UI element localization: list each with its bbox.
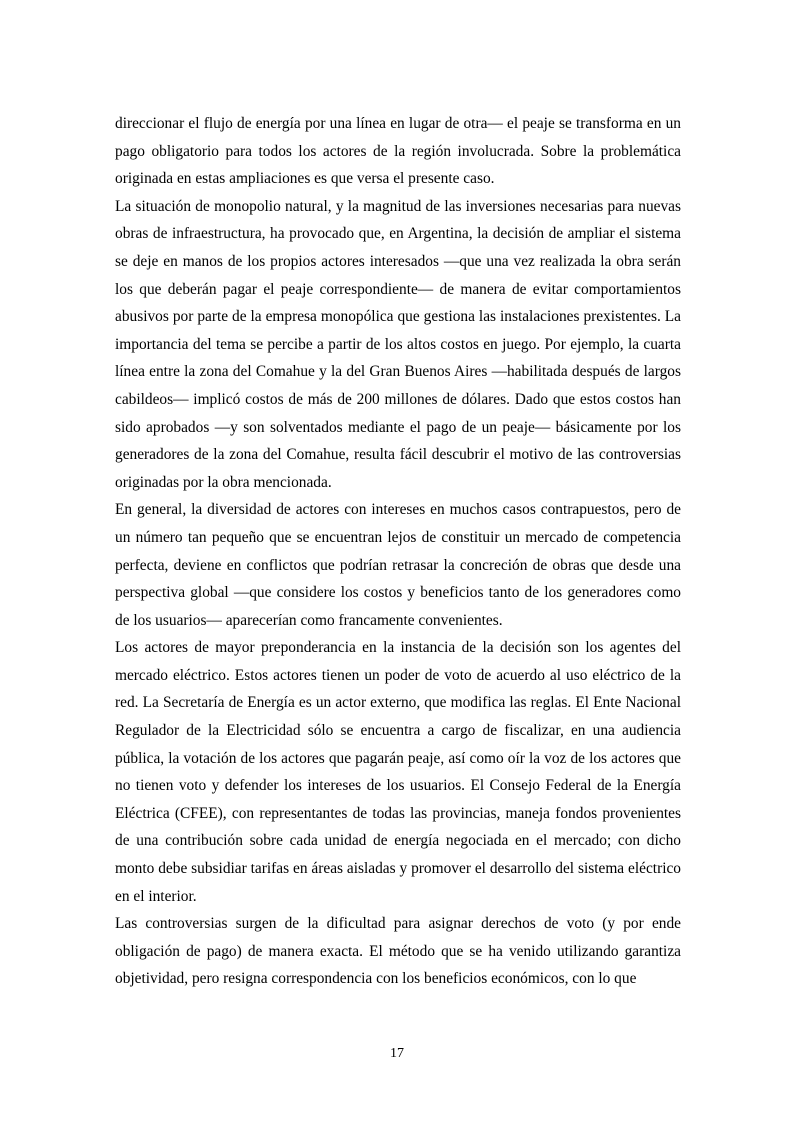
- page-number: 17: [390, 1046, 404, 1061]
- paragraph: direccionar el flujo de energía por una línea en lugar de otra— el peaje se transforma en un pago obligatorio para todos los actores de la región involucrada. Sobre la problemática originada en estas ampliaciones es que versa el presente caso.: [115, 115, 681, 188]
- paragraph: En general, la diversidad de actores con intereses en muchos casos contrapuestos, pero de un número tan pequeño que se encuentran lejos de constituir un mercado de competencia perfecta, deviene en conflictos que podrían retrasar la concreción de obras que desde una perspectiva global —que considere los costos y beneficios tanto de los generadores como de los usuarios— aparecerían como francamente convenientes.: [115, 501, 681, 629]
- paragraph: La situación de monopolio natural, y la magnitud de las inversiones necesarias para nuevas obras de infraestructura, ha provocado que, en Argentina, la decisión de ampliar el sistema se deje en manos de los propios actores interesados —que una vez realizada la obra serán los que deberán pagar el peaje correspondiente— de manera de evitar comportamientos abusivos por parte de la empresa monopólica que gestiona las instalaciones prexistentes. La importancia del tema se percibe a partir de los altos costos en juego. Por ejemplo, la cuarta línea entre la zona del Comahue y la del Gran Buenos Aires —habilitada después de largos cabildeos— implicó costos de más de 200 millones de dólares. Dado que estos costos han sido aprobados —y son solventados mediante el pago de un peaje— básicamente por los generadores de la zona del Comahue, resulta fácil descubrir el motivo de las controversias originadas por la obra mencionada.: [115, 197, 681, 491]
- paragraph: Las controversias surgen de la dificultad para asignar derechos de voto (y por ende obligación de pago) de manera exacta. El método que se ha venido utilizando garantiza objetividad, pero resigna correspondencia con los beneficios económicos, con lo que: [115, 915, 681, 988]
- document-body: [115, 110, 681, 993]
- paragraph: Los actores de mayor preponderancia en la instancia de la decisión son los agentes del mercado eléctrico. Estos actores tienen un poder de voto de acuerdo al uso eléctrico de la red. La Secretaría de Energía es un actor externo, que modifica las reglas. El Ente Nacional Regulador de la Electricidad sólo se encuentra a cargo de fiscalizar, en una audiencia pública, la votación de los actores que pagarán peaje, así como oír la voz de los actores que no tienen voto y defender los intereses de los usuarios. El Consejo Federal de la Energía Eléctrica (CFEE), con representantes de todas las provincias, maneja fondos provenientes de una contribución sobre cada unidad de energía negociada en el mercado; con dicho monto debe subsidiar tarifas en áreas aisladas y promover el desarrollo del sistema eléctrico en el interior.: [115, 639, 681, 905]
